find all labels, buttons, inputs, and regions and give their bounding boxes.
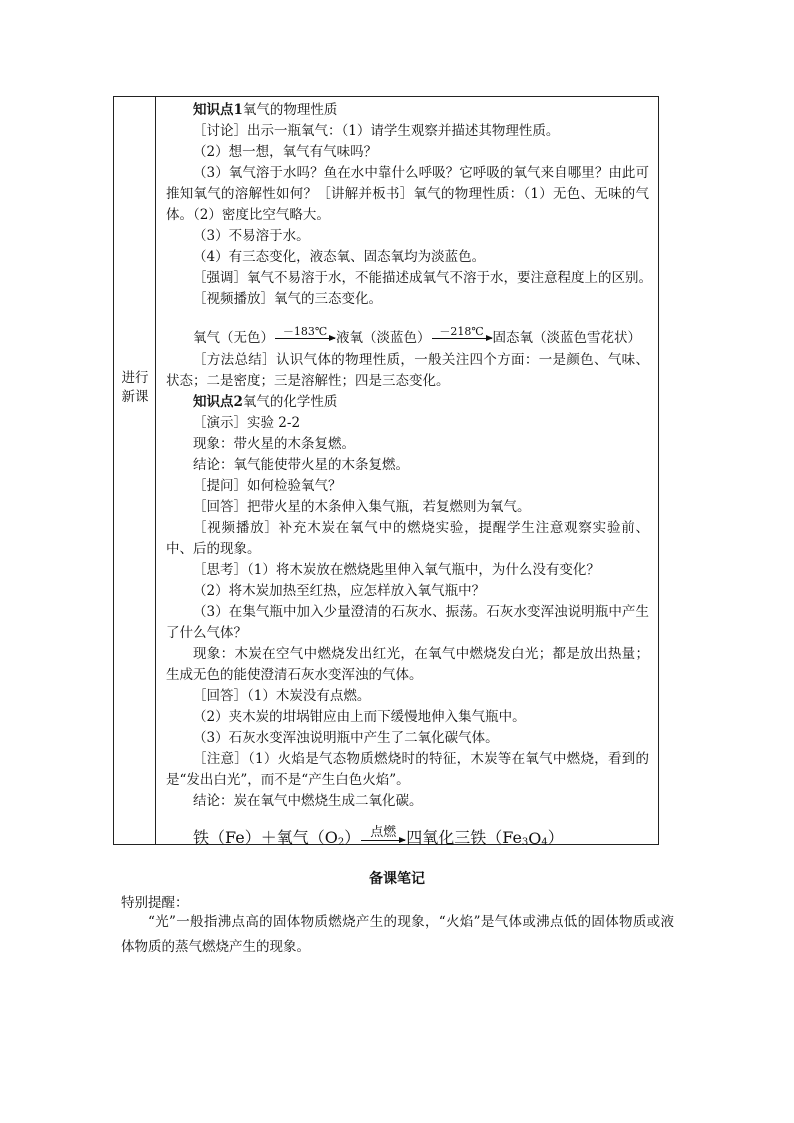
arrow-right-icon [361, 840, 405, 841]
answer-3: （3）石灰水变浑浊说明瓶中产生了二氧化碳气体。 [193, 730, 499, 746]
iron-combustion-equation [166, 814, 649, 848]
attention-line: ［注意］（1）火焰是气态物质燃烧时的特征，木炭等在氧气中燃烧，看到的是“发出白光”，而不是“产生白色火焰”。 [166, 751, 649, 788]
video-charcoal: ［视频播放］补充木炭在氧气中的燃烧实验，提醒学生注意观察实验前、中、后的现象。 [166, 520, 649, 557]
arrow-right-icon [432, 338, 492, 339]
video-states: ［视频播放］氧气的三态变化。 [193, 291, 382, 307]
demo-line: ［演示］实验 2-2 [193, 415, 301, 431]
notes-label: 特别提醒： [121, 895, 189, 911]
ignite-condition: 点燃 [370, 825, 397, 840]
phase-gas: 氧气（无色） [193, 330, 274, 346]
content-cell [157, 97, 658, 848]
eq-right-sub-2: 4 [541, 837, 548, 848]
question-solubility: （3）氧气溶于水吗？鱼在水中靠什么呼吸？它呼吸的氧气来自哪里？由此可推知氧气的溶解性如何？［讲解并板书］氧气的物理性质：（1）无色、无味的气体。（2）密度比空气略大。 [166, 165, 649, 223]
stage-label: 进行新课 [121, 370, 149, 405]
think-2: （2）将木炭加热至红热，应怎样放入氧气瓶中？ [193, 583, 486, 599]
phase-arrow-2-condition: －218℃ [439, 325, 484, 338]
conclusion-carbon: 结论：炭在氧气中燃烧生成二氧化碳。 [193, 793, 423, 809]
property-solubility: （3）不易溶于水。 [193, 228, 310, 244]
method-summary: ［方法总结］认识气体的物理性质，一般关注四个方面：一是颜色、气味、状态；二是密度；三是溶解性；四是三态变化。 [166, 352, 649, 389]
lesson-table [113, 96, 659, 848]
think-3: （3）在集气瓶中加入少量澄清的石灰水、振荡。石灰水变浑浊说明瓶中产生了什么气体？ [166, 604, 649, 641]
knowledge-point-2-title [166, 392, 649, 413]
property-states: （4）有三态变化，液态氧、固态氧均为淡蓝色。 [193, 249, 486, 265]
arrow-right-icon [275, 338, 335, 339]
conclusion-1: 结论：氧气能使带火星的木条复燃。 [193, 457, 409, 473]
knowledge-point-2-name: 氧气的化学性质 [242, 394, 338, 410]
think-1: ［思考］（1）将木炭放在燃烧匙里伸入氧气瓶中，为什么没有变化？ [193, 562, 600, 578]
eq-right-sub-1: 3 [521, 837, 529, 848]
eq-left-close: ） [344, 828, 361, 847]
phase-arrow-2 [432, 326, 492, 346]
eq-right: 四氧化三铁（Fe [406, 828, 522, 847]
eq-right-mid: O [528, 829, 542, 848]
answer-2: （2）夹木炭的坩埚钳应由上而下缓慢地伸入集气瓶中。 [193, 709, 526, 725]
phase-solid: 固态氧（淡蓝色雪花状） [492, 330, 641, 346]
question-smell: （2）想一想，氧气有气味吗？ [193, 144, 378, 160]
notes-title: 备课笔记 [369, 871, 425, 887]
emphasis-line: ［强调］氧气不易溶于水，不能描述成氧气不溶于水，要注意程度上的区别。 [193, 270, 652, 286]
answer-1: ［回答］（1）木炭没有点燃。 [193, 688, 371, 704]
phase-liquid: 液氧（淡蓝色） [336, 330, 431, 346]
answer-test: ［回答］把带火星的木条伸入集气瓶，若复燃则为氧气。 [193, 499, 531, 515]
phenomenon-1: 现象：带火星的木条复燃。 [193, 436, 355, 452]
ignite-arrow [361, 826, 405, 848]
knowledge-point-1-title [166, 100, 649, 121]
knowledge-point-1-number: 知识点1 [193, 102, 243, 118]
notes-body: “光”一般指沸点高的固体物质燃烧产生的现象，“火焰”是气体或沸点低的固体物质或液体物质的蒸气燃烧产生的现象。 [121, 914, 674, 955]
discussion-line: ［讨论］出示一瓶氧气：（1）请学生观察并描述其物理性质。 [193, 123, 560, 139]
phase-change-equation [166, 316, 649, 346]
eq-left-sub: 2 [337, 837, 345, 848]
phase-arrow-1 [275, 326, 335, 346]
phenomenon-charcoal: 现象：木炭在空气中燃烧发出红光，在氧气中燃烧发白光；都是放出热量；生成无色的能使澄清石灰水变浑浊的气体。 [166, 646, 649, 683]
phase-arrow-1-condition: －183℃ [282, 325, 328, 338]
eq-right-close: ） [547, 828, 564, 847]
question-test: ［提问］如何检验氧气？ [193, 478, 342, 494]
knowledge-point-2-number: 知识点2 [193, 394, 243, 410]
eq-left: 铁（Fe）＋氧气（O [193, 828, 338, 847]
knowledge-point-1-name: 氧气的物理性质 [242, 102, 338, 118]
stage-cell [114, 97, 156, 844]
